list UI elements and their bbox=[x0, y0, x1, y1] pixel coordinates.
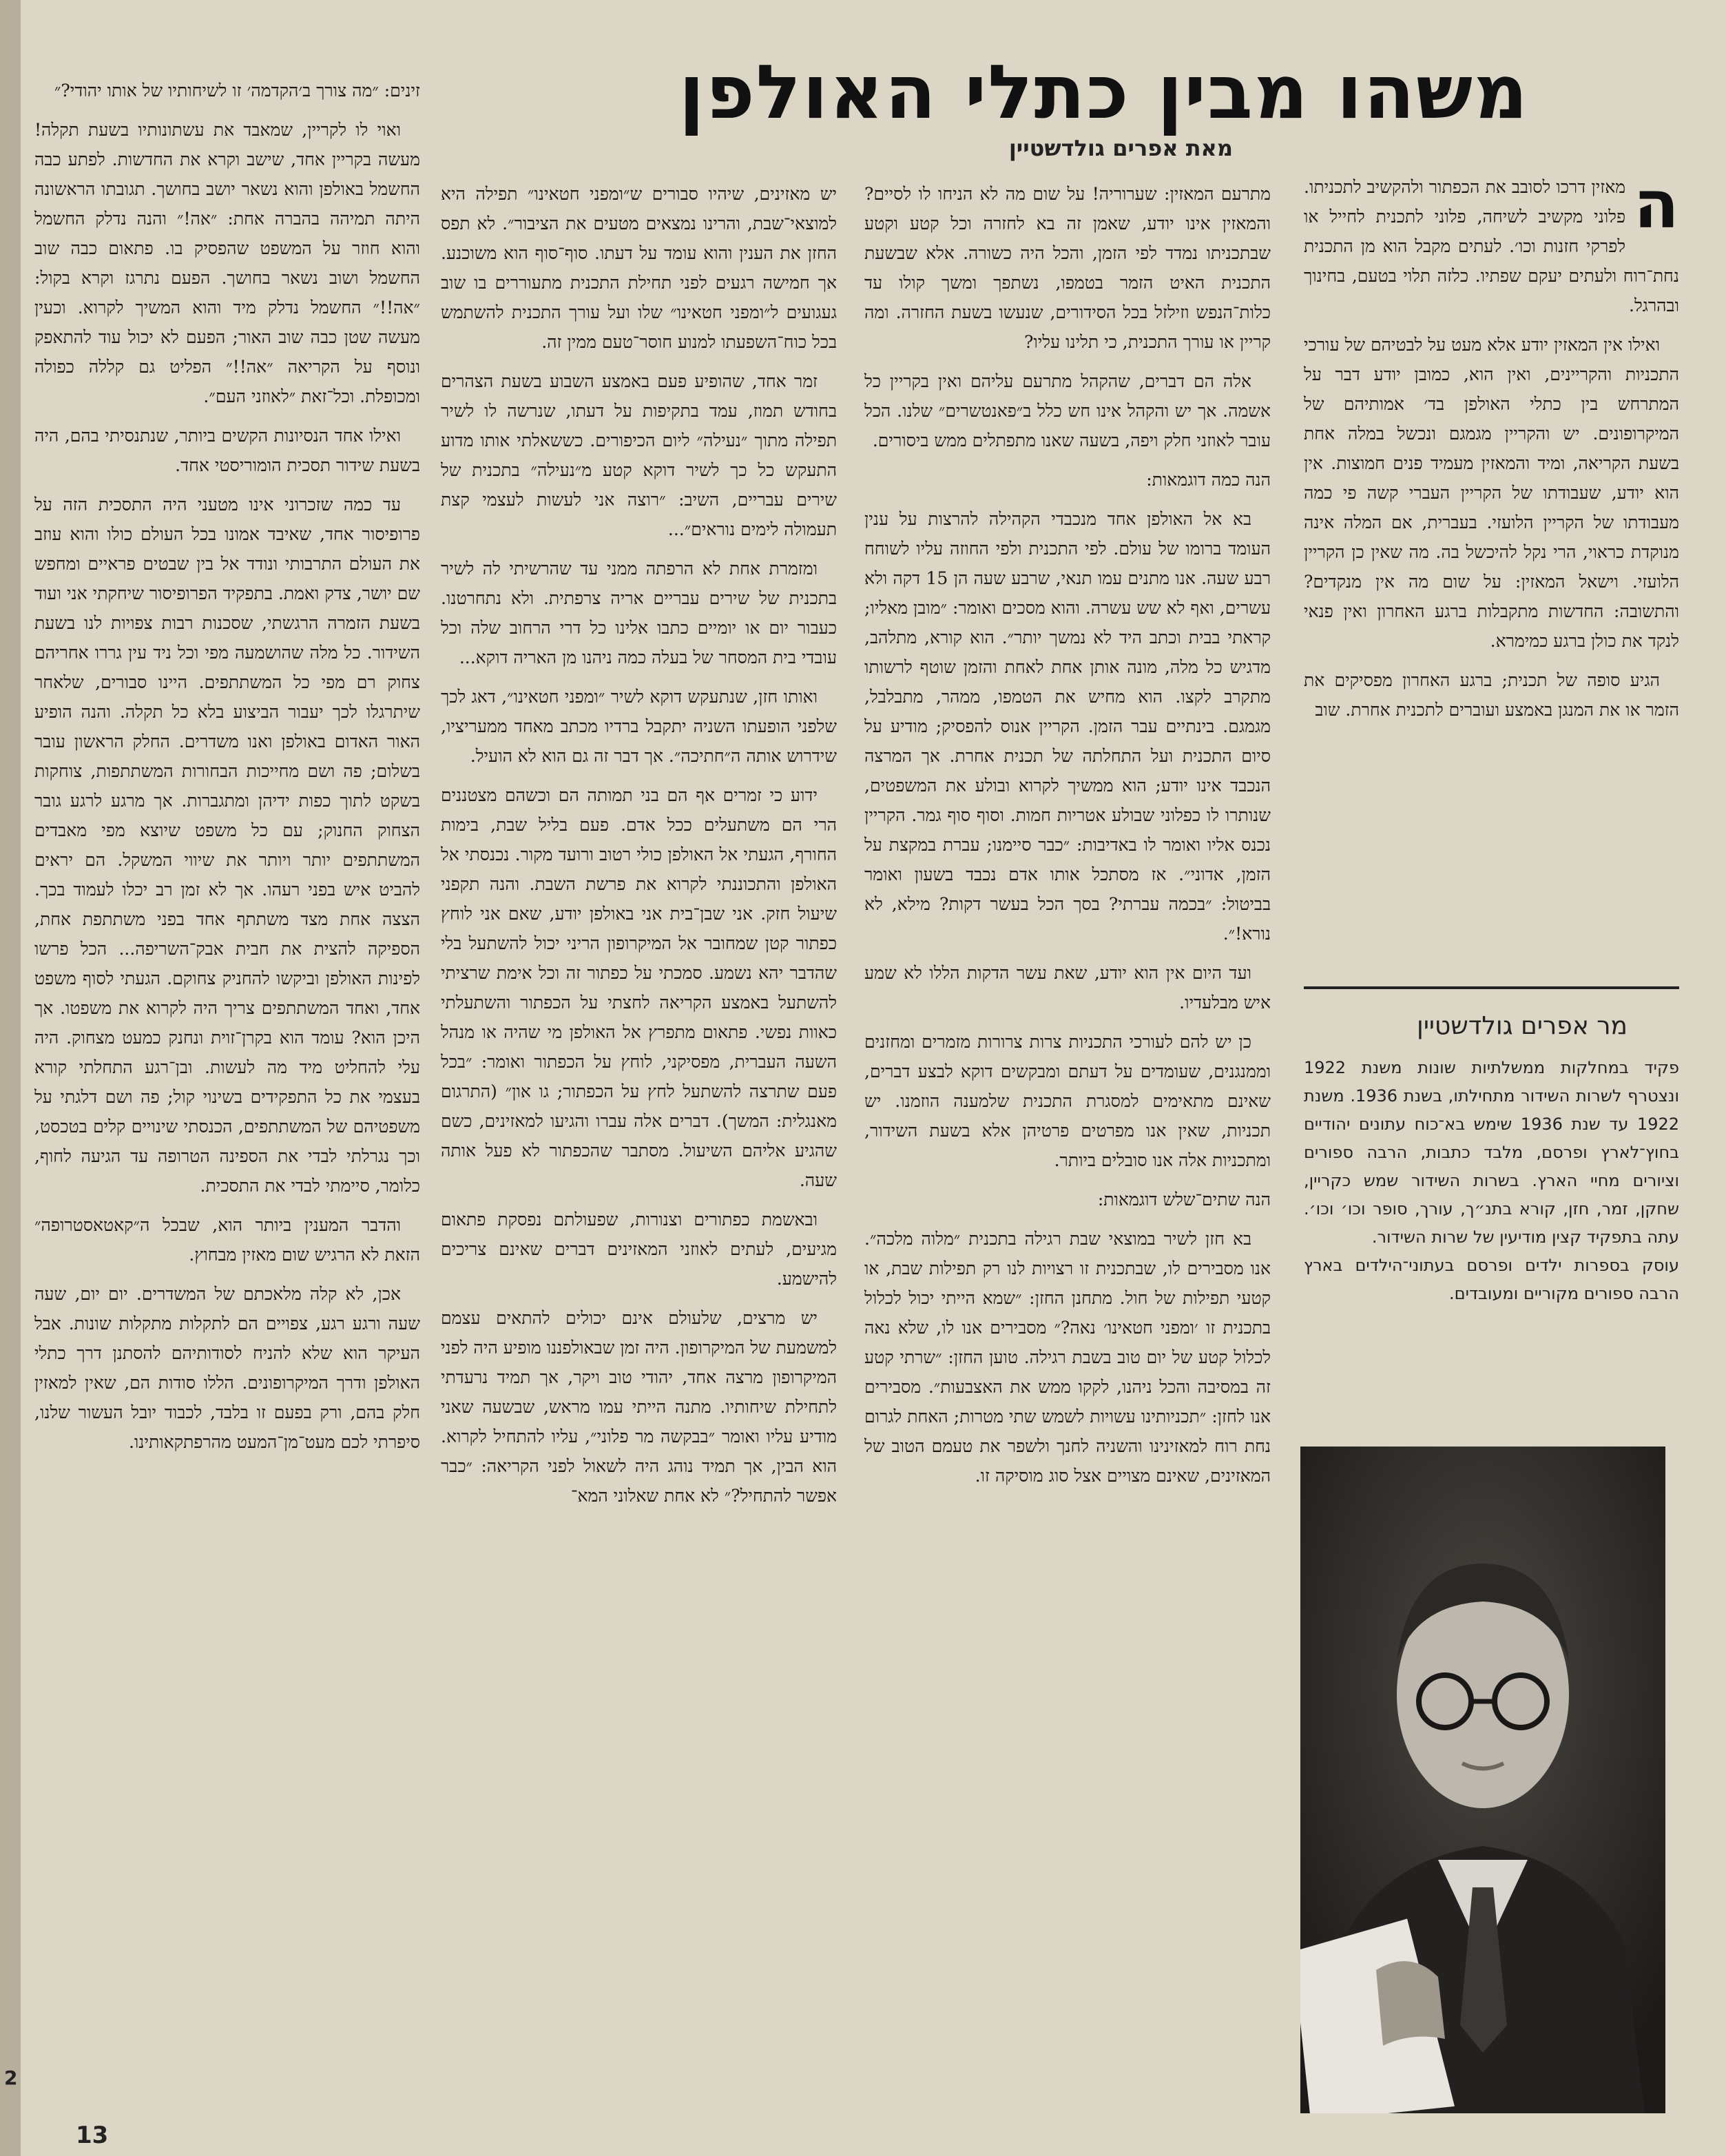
author-photo bbox=[1300, 1447, 1665, 2113]
bio-divider bbox=[1304, 986, 1679, 989]
page-edge bbox=[0, 0, 21, 2156]
paragraph: זמר אחד, שהופיע פעם באמצע השבוע בשעת הצהרים בחודש תמוז, עמד בתקיפות על דעתו, שנרשה לו לשיר תפילה מתוך ״נעילה״ ליום הכיפורים. כששאלתי אותו מדוע התעקש כל כך לשיר דוקא קטע מ״נעילה״ בתכנית של שירים עבריים, השיב: ״רוצה אני לעשות לעצמי קצת תעמולה לימים נוראים״... bbox=[441, 371, 837, 539]
drop-cap: ה bbox=[1634, 172, 1679, 243]
paragraph: כן יש להם לעורכי התכניות צרות צרורות מזמרים ומחזנים וממנגנים, שעומדים על דעתם ומבקשים דוקא לבצע דברים, שאינם מתאימים למסגרת התכנית שלמענה הוזמנו. יש תכניות, שאין אנו מפרטים פרטיהן אלא בשעת השידור, ומתכניות אלה אנו סובלים ביותר. bbox=[864, 1032, 1271, 1170]
portrait-image bbox=[1300, 1447, 1665, 2113]
column-2 bbox=[864, 179, 1271, 2115]
column-4 bbox=[34, 76, 420, 2115]
bio-paragraph: פקיד במחלקות ממשלתיות שונות משנת 1922 ונצטרף לשרות השידור מתחילתו, בשנת 1936. משנת 1922 עד שנת 1936 שימש בא־כוח עתונים יהודיים בחוץ־לארץ ופרסם, מלבד כתבות, הרבה ספורים וציורים מחיי הארץ. בשרות השידור שמש כקריין, שחקן, זמר, חזן, קורא בתנ״ך, עורך, סופר וכו׳ וכו׳. עתה בתפקיד קצין מודיעין של שרות השידור. bbox=[1304, 1058, 1679, 1247]
column-1 bbox=[1304, 172, 1679, 964]
paragraph: ובאשמת כפתורים וצנורות, שפעולתם נפסקת פתאום מגיעים, לעתים לאוזני המאזינים דברים שאינם צריכים להישמע. bbox=[441, 1210, 837, 1289]
paragraph: ואילו אחד הנסיונות הקשים ביותר, שנתנסיתי בהם, היה בשעת שידור תסכית הומוריסטי אחד. bbox=[34, 426, 420, 475]
paragraph: והדבר המענין ביותר הוא, שבכל ה״קאטאסטרופה״ הזאת לא הרגיש שום מאזין מבחוץ. bbox=[34, 1215, 420, 1265]
subheading: הנה כמה דוגמאות: bbox=[1146, 470, 1271, 490]
paragraph: בא חזן לשיר במוצאי שבת רגילה בתכנית ״מלוה מלכה״. אנו מסבירים לו, שבתכנית זו רצויות לנו רק תפילות שבת, או קטעי תפילות של חול. מתחנן החזן: ״שמא הייתי יכול לכלול בתכנית זו ׳ומפני חטאינו׳ נאה?״ מסבירים אנו לו, שלא נאה לכלול קטע של יום טוב בשבת רגילה. טוען החזן: ״שרתי קטע זה במסיבה והכל ניהנו, לקקו ממש את האצבעות״. מסבירים אנו לחזן: ״תכניותינו עשויות לשמש שתי מטרות; האחת לגרום נחת רוח למאזינינו והשניה לחנך ולשפר את טעמם הטוב של המאזינים, שאינם מצויים אצל סוג מוסיקה זו. bbox=[864, 1229, 1271, 1486]
paragraph: ואילו אין המאזין יודע אלא מעט על לבטיהם של עורכי התכניות והקריינים, ואין הוא, כמובן יודע דבר על המתרחש בין כתלי האולפן בד׳ אמותיהם של המיקרופונים. יש והקריין מגמגם ונכשל במלה אחת בשעת הקריאה, ומיד והמאזין מעמיד פנים חמוצות. אין הוא יודע, שעבודתו של הקריין העברי קשה פי כמה מעבודתו של הקריין הלועזי. בעברית, אם המלה אינה מנוקדת כראוי, הרי נקל להיכשל בה. מה שאין כן הקריין הלועזי. וישאל המאזין: על שום מה אין מנקדים? והתשובה: החדשות מתקבלות ברגע האחרון ואין פנאי לנקד את כולן ברגע כמימרא. bbox=[1304, 335, 1679, 651]
paragraph: ומזמרת אחת לא הרפתה ממני עד שהרשיתי לה לשיר בתכנית של שירים עבריים אריה צרפתית. ולא נתחרטנו. כעבור יום או יומיים כתבו אלינו כל דרי הרחוב שלה וכל עובדי בית המסחר של בעלה כמה ניהנו מן האריה דוקא... bbox=[441, 559, 837, 667]
paragraph: ואותו חזן, שנתעקש דוקא לשיר ״ומפני חטאינו״, דאג לכך שלפני הופעתו השניה יתקבל ברדיו מכתב מאחד ממעריציו, שידרוש אותה ה״חתיכה״. אך דבר זה גם הוא לא הועיל. bbox=[441, 687, 837, 766]
paragraph: אלה הם דברים, שהקהל מתרעם עליהם ואין בקריין כל אשמה. אך יש והקהל אינו חש כלל ב״פאנטשרים״ שלנו. הכל עובר לאוזני חלק ויפה, בשעה שאנו מתפתלים ממש ביסורים. bbox=[864, 371, 1271, 450]
paragraph: ועד היום אין הוא יודע, שאת עשר הדקות הללו לא שמע איש מבלעדיו. bbox=[864, 963, 1271, 1013]
author-bio bbox=[1304, 1054, 1679, 1426]
paragraph: מאזין דרכו לסובב את הכפתור ולהקשיב לתכניתו. פלוני מקשיב לשיחה, פלוני לתכנית לחייל או לפרקי חזנות וכו׳. לעתים מקבל הוא מן התכנית נחת־רוח ולעתים יעקם שפתיו. כלזה תלוי בטעם, בחינוך ובהרגל. bbox=[1304, 177, 1679, 315]
paragraph: הגיע סופה של תכנית; ברגע האחרון מפסיקים את הזמר או את המנגן באמצע ועוברים לתכנית אחרת. שוב bbox=[1304, 670, 1679, 720]
page-number: 13 bbox=[76, 2122, 109, 2149]
paragraph: אכן, לא קלה מלאכתם של המשדרים. יום יום, שעה שעה ורגע רגע, צפויים הם לתקלות מתקלות שונות. אבל העיקר הוא שלא להניח לסודותיהם להסתנן דרך כתלי האולפן ודרך המיקרופונים. הללו סודות הם, שאין למאזין חלק בהם, ורק בפעם זו בלבד, לכבוד יובל העשור שלנו, סיפרתי לכם מעט־מן־המעט מהרפתקאותינו. bbox=[34, 1284, 420, 1452]
paragraph: זינים: ״מה צורך ב׳הקדמה׳ זו לשיחותיו של אותו יהודי?״ bbox=[54, 81, 420, 101]
paragraph: בא אל האולפן אחד מנכבדי הקהילה להרצות על ענין העומד ברומו של עולם. לפי התכנית ולפי החוזה עליו לשוחח רבע שעה. אנו מתנים עמו תנאי, שרבע שעה הן 15 דקה ולא עשרים, ואף לא שש עשרה. והוא מסכים ואומר: ״מובן מאליו; קראתי בבית וכתב היד לא נמשך יותר״. הוא קורא, מתלהב, מדגיש כל מלה, מונה אותן אחת לאחת והזמן שוטף לרשותו מתקרב לקצו. הוא מחיש את הטמפו, ממהר, מתבלבל, מגמגם. בינתיים עבר הזמן. הקריין אנוס להפסיק; מודיע על סיום התכנית ועל התחלתה של תכנית אחרת. אך המרצה הנכבד אינו יודע; הוא ממשיך לקרוא ובולע את המשפטים, שנותרו לו כפלוני שבולע אטריות חמות. וסוף סוף גמר. הקריין נכנס אליו ואומר לו באדיבות: ״כבר סיימנו; עברת במקצת על הזמן, אדוני״. אז מסתכל אותו אדם נכבד בשעון ואומר בביטול: ״בכמה עברתי? בסך הכל בעשר דקות? מילא, לא נורא!״. bbox=[864, 509, 1271, 944]
paragraph: מתרעם המאזין: שערוריה! על שום מה לא הניחו לו לסיים? והמאזין אינו יודע, שאמן זה בא לחזרה וכל קטע וקטע שבתכניתו נמדד לפי הזמן, והכל היה כשורה. אלא שבשעת התכנית האיט הזמר בטמפו, נשתפך ומשך קולו עד כלות־הנפש וזילזל בכל הסידורים, שנעשו בשעת החזרה. ומה קריין או עורך התכנית, כי תלינו עליו? bbox=[864, 184, 1271, 352]
paragraph: יש מאזינים, שיהיו סבורים ש״ומפני חטאינו״ תפילה היא למוצאי־שבת, והרינו נמצאים מטעים את הציבור״. לא תפס החזן את הענין והוא עומד על דעתו. סוף־סוף הוא משוכנע. אך חמישה רגעים לפני תחילת התכנית מתעוררים בו שוב געגועים ל״ומפני חטאינו״ שלו ועל עורך התכנית להשתמש בכל כוח־השפעתו למנוע חוסר־טעם ממין זה. bbox=[441, 184, 837, 352]
bio-paragraph: עוסק בספרות ילדים ופרסם בעתוני־הילדים בארץ הרבה ספורים מקוריים ומעובדים. bbox=[1304, 1256, 1679, 1303]
subheading: הנה שתים־שלש דוגמאות: bbox=[1097, 1190, 1271, 1210]
bio-name: מר אפרים גולדשטיין bbox=[1417, 1012, 1628, 1040]
paragraph: יש מרצים, שלעולם אינם יכולים להתאים עצמם למשמעת של המיקרופון. היה זמן שבאולפננו מופיע היה לפני המיקרופון מרצה אחד, יהודי טוב ויקר, אך תמיד נרעדתי לתחילת שיחותיו. מתנה הייתי עמו מראש, שבשעה שאני מודיע עליו ואומר ״בבקשה מר פלוני״, עליו להתחיל לקרוא. הוא הבין, אך תמיד נוהג היה לשאול לפני הקריאה: ״כבר אפשר להתחיל?״ לא אחת שאלוני המא־ bbox=[441, 1308, 837, 1506]
paragraph: עד כמה שזכרוני אינו מטעני היה התסכית הזה על פרופיסור אחד, שאיבד אמונו בכל העולם כולו והוא עוזב את העולם התרבותי ונודד אל בין שבטים פראיים ומחפש שם יושר, צדק ואמת. בתפקיד הפרופיסור שיחקתי אני ועוד בשעת הזמרה הרגשתי, שסכנות רבות צפויות לנו בשעת השידור. כל מלה שהושמעה מפי וכל ניד עין גררו אחריהם צחוק רם מפי כל המשתתפים. היינו סבורים, שלאחר שיתרגלו לכך יעבור הביצוע בלא כל תקלה. והנה הופיע האור האדום באולפן ואנו משדרים. החלק הראשון עובר בשלום; פה ושם מחייכות הבחורות המשתתפות, צוחקות בשקט לתוך כפות ידיהן ומתגברות. אך מרגע לרגע גובר הצחוק החנוק; עם כל משפט שיוצא מפי מאבדים המשתתפים יותר ויותר את שיווי המשקל. הם יראים להביט איש בפני רעהו. אך לא זמן רב יכלו לעמוד בכך. הצצה אחת מצד משתתף אחד בפני משתתפת אחת, הספיקה להצית את חבית אבק־השריפה... הכל פרשו לפינות האולפן וביקשו להחניק צחוקם. הגעתי לסוף משפט אחד, ואחד המשתתפים צריך היה לקרוא את משפטו. אך היכן הוא? עומד הוא בקרן־זוית ונחנק כמעט מצחוק. היה עלי להחליט מיד מה לעשות. ובן־רגע התחלתי קורא בעצמי את כל התפקידים בשינוי קול; פה ושם דלגתי על משפטיהם של המשתתפים, הכנסתי שינויים קלים בטכסט, וכך נגרלתי לבדי את הספינה הטרופה עד הגיעה לחוף, כלומר, סיימתי לבדי את התסכית. bbox=[34, 495, 420, 1196]
article-byline: מאת אפרים גולדשטיין bbox=[1008, 135, 1233, 161]
margin-number: 2 bbox=[4, 2066, 18, 2089]
paragraph: ידוע כי זמרים אף הם בני תמותה הם וכשהם מצטננים הרי הם משתעלים ככל אדם. פעם בליל שבת, בימות החורף, הגעתי אל האולפן כולי רטוב ורועד מקור. נכנסתי אל האולפן והתכוננתי לקרוא את פרשת השבת. והנה תקפני שיעול חזק. אני שבן־בית אני באולפן יודע, שאם אני לוחץ כפתור קטן שמחובר אל המיקרופון הריני יכול להשתעל בלי שהדבר יהא נשמע. סמכתי על כפתור זה וכל אימת שרציתי להשתעל באמצע הקריאה לחצתי על הכפתור והשתעלתי כאוות נפשי. פתאום מתפרץ אל האולפן מי שהיה או מנהל השעה העברית, מפסיקני, לוחץ על הכפתור ואומר: ״בכל פעם שתרצה להשתעל לחץ על הכפתור; גו און״ (התרגום מאנגלית: המשך). דברים אלה עברו והגיעו למאזינים, כשם שהגיע אליהם השיעול. מסתבר שהכפתור לא פעל אותה שעה. bbox=[441, 785, 837, 1190]
column-3 bbox=[441, 179, 837, 2115]
article-headline: משהו מבין כתלי האולפן bbox=[678, 50, 1529, 136]
paragraph: ואוי לו לקריין, שמאבד את עשתונותיו בשעת תקלה! מעשה בקריין אחד, שישב וקרא את החדשות. לפתע כבה החשמל באולפן והוא נשאר יושב בחושך. תגובתו הראשונה היתה תמיהה בהברה אחת: ״אה!״ והנה נדלק החשמל והוא חוזר על המשפט שהפסיק בו. פתאום כבה שוב החשמל ושוב נשאר בחושך. הפעם נתרגז וקרא בקול: ״אה!!״ החשמל נדלק מיד והוא המשיך לקרוא. וכעין מעשה שטן כבה שוב האור; הפעם לא יכול עוד להתאפק ונוסף על הקריאה ״אה!!״ הפליט גם קללה כפולה ומכופלת. וכל־זאת ״לאוזני העם״. bbox=[34, 120, 420, 406]
